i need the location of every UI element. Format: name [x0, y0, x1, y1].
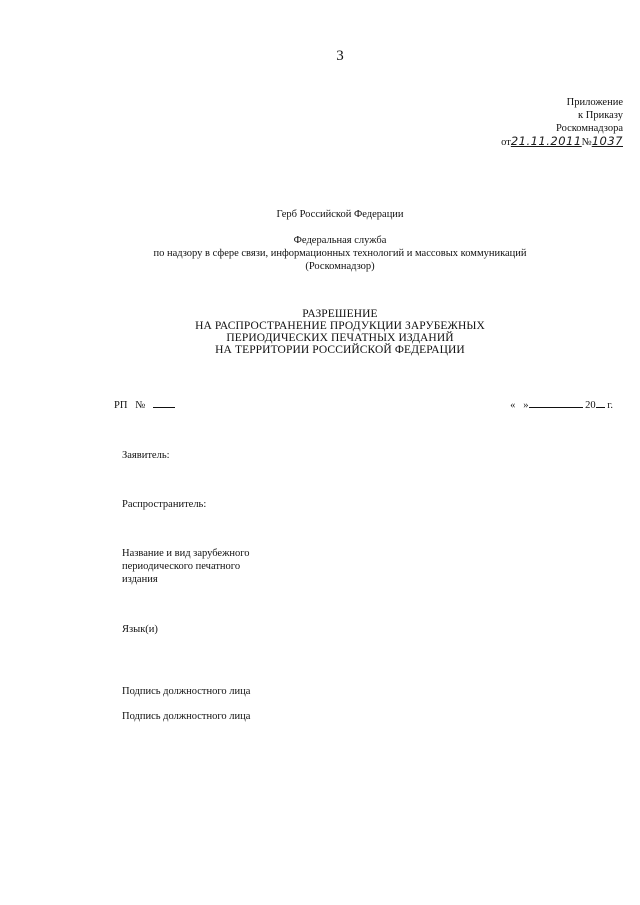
publication-line-1: Название и вид зарубежного: [122, 548, 250, 559]
language-label: Язык(и): [122, 624, 158, 635]
publication-label: [122, 547, 250, 586]
signature-label-2: Подпись должностного лица: [122, 711, 251, 722]
number-prefix: №: [581, 137, 592, 148]
appendix-date-line: [501, 135, 623, 149]
year-prefix: 20: [585, 400, 596, 411]
date-close-quote: »: [523, 400, 529, 411]
permit-title-line-2: НА РАСПРОСТРАНЕНИЕ ПРОДУКЦИИ ЗАРУБЕЖНЫХ: [195, 320, 485, 332]
applicant-label: Заявитель:: [122, 450, 170, 461]
handwritten-number: 1037: [591, 134, 623, 148]
registration-number-blank: [153, 397, 175, 408]
registration-number: [114, 397, 175, 411]
appendix-line-2: к Приказу: [578, 110, 623, 121]
registration-label: РП: [114, 400, 128, 411]
permit-title-line-1: РАЗРЕШЕНИЕ: [302, 308, 378, 320]
date-month-blank: [529, 397, 583, 408]
date-prefix: от: [501, 137, 511, 148]
registration-date: [510, 397, 613, 411]
agency-name: [0, 234, 640, 273]
number-sign: №: [135, 400, 146, 411]
permit-title-line-3: ПЕРИОДИЧЕСКИХ ПЕЧАТНЫХ ИЗДАНИЙ: [226, 332, 454, 344]
appendix-line-3: Роскомнадзора: [555, 123, 623, 134]
page-number: 3: [336, 48, 344, 64]
publication-line-3: издания: [122, 574, 158, 585]
agency-line-2: по надзору в сфере связи, информационных технологий и массовых коммуникаций: [153, 248, 527, 259]
coat-of-arms-placeholder: Герб Российской Федерации: [276, 209, 404, 220]
year-suffix: г.: [607, 400, 613, 411]
distributor-label: Распространитель:: [122, 499, 207, 510]
date-open-quote: «: [510, 400, 516, 411]
agency-line-1: Федеральная служба: [293, 235, 387, 246]
agency-line-3: (Роскомнадзор): [305, 261, 375, 272]
year-blank: [596, 397, 605, 408]
handwritten-date: 21.11.2011: [510, 134, 582, 148]
signature-label-1: Подпись должностного лица: [122, 686, 251, 697]
permit-title: [0, 308, 640, 356]
permit-title-line-4: НА ТЕРРИТОРИИ РОССИЙСКОЙ ФЕДЕРАЦИИ: [215, 344, 465, 356]
appendix-line-1: Приложение: [566, 97, 623, 108]
appendix-block: [501, 96, 623, 149]
publication-line-2: периодического печатного: [122, 561, 241, 572]
